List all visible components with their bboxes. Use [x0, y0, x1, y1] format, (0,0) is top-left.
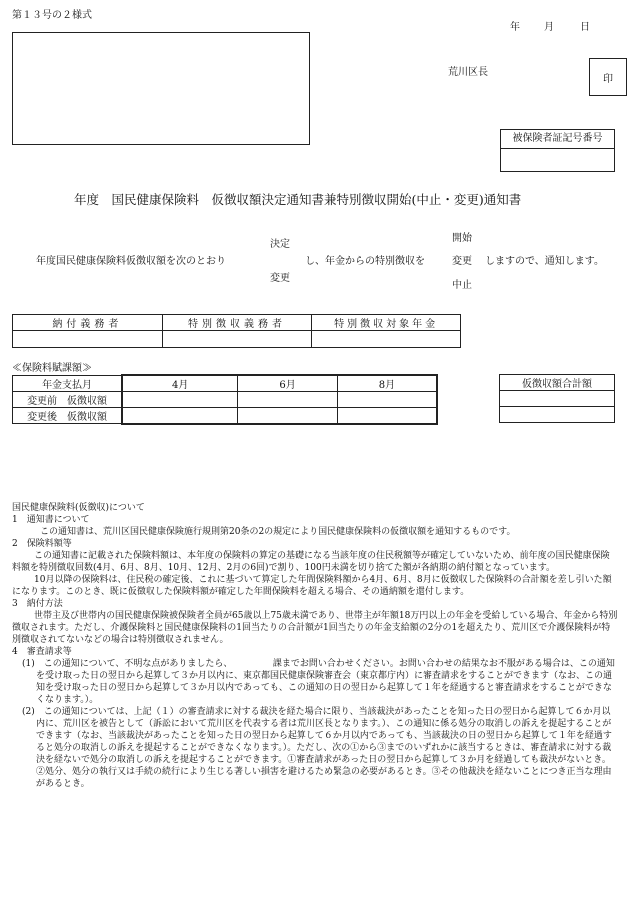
form-number: 第１３号の２様式 [12, 10, 92, 21]
explanation [12, 502, 618, 790]
cell-after-6 [238, 408, 338, 424]
section-1-title: 1 通知書について [12, 515, 90, 525]
total-header: 仮徴収額合計額 [500, 375, 615, 391]
notice-start: 開始 [452, 233, 472, 244]
address-box [12, 32, 310, 145]
row-after: 変更後 仮徴収額 [13, 408, 123, 424]
section-3-text: 世帯主及び世帯内の国民健康保険被保険者全員が65歳以上75歳未満であり、世帯主が年額18万円以上の年金を受給している場合、年金から特別徴収されます。ただし、介護保険料と国民健康保険料の1回当たりの合計額が1回当たりの年金支給額の2分の1を超えたり、荒川区で介護保険料が特別徴収されてないなどの場合は特別徴収されません。 [12, 611, 618, 645]
parties-table [12, 314, 461, 348]
section-2-text-2: 10月以降の保険料は、住民税の確定後、これに基づいて算定した年間保険料額から4月、6月、8月に仮徴収した保険料の合計額を差し引いた額になります。このとき、既に仮徴収した保険料額が確定した年間保険料を超える場合、その過納額を還付します。 [12, 575, 612, 597]
notice-change-2: 変更 [452, 256, 472, 267]
mayor-name: 荒川区長 [448, 67, 488, 78]
date-month: 月 [544, 22, 554, 33]
section-2-title: 2 保険料額等 [12, 539, 72, 549]
cell-after-8 [337, 408, 437, 424]
page-title: 年度 国民健康保険料 仮徴収額決定通知書兼特別徴収開始(中止・変更)通知書 [74, 192, 522, 207]
notice-decide: 決定 [270, 239, 290, 250]
total-table [499, 374, 615, 423]
total-before [500, 391, 615, 407]
notice-middle: し、年金からの特別徴収を [305, 256, 425, 267]
header-withholder: 特別徴収義務者 [162, 315, 312, 331]
cell-after-4 [122, 408, 238, 424]
month-8: 8月 [337, 375, 437, 392]
cell-before-6 [238, 392, 338, 408]
notice-prefix: 年度国民健康保険料仮徴収額を次のとおり [36, 256, 226, 267]
cell-before-4 [122, 392, 238, 408]
section-3-title: 3 納付方法 [12, 599, 63, 609]
row-before: 変更前 仮徴収額 [13, 392, 123, 408]
premium-header: 年金支払月 [13, 375, 123, 392]
date-day: 日 [580, 22, 590, 33]
total-after [500, 407, 615, 423]
date-year: 年 [510, 22, 520, 33]
header-payer: 納付義務者 [13, 315, 163, 331]
payer-cell [13, 331, 163, 348]
notice-stop: 中止 [452, 280, 472, 291]
explanation-heading: 国民健康保険料(仮徴収)について [12, 503, 145, 513]
header-pension: 特別徴収対象年金 [312, 315, 461, 331]
premium-table [12, 374, 438, 425]
withholder-cell [162, 331, 312, 348]
pension-cell [312, 331, 461, 348]
cell-before-8 [337, 392, 437, 408]
insured-number-label: 被保険者証記号番号 [501, 130, 614, 149]
notice-change: 変更 [270, 273, 290, 284]
section-4-item-2: (2) この通知については、上記（１）の審査請求に対する裁決を経た場合に限り、当該裁決があったことを知った日の翌日から起算して６か月以内に、荒川区を被告として（訴訟において荒川区を代表する者は荒川区長となります。）、この通知に係る処分の取消しの訴えを提起することができます（なお、当該裁決があったことを知った日の翌日から起算して６か月以内であっても、当該裁決の日の翌日から起算して１年を経過すると処分の取消しの訴えを提起することができなくなります。）。ただし、次の①から③までのいずれかに該当するときは、審査請求に対する裁決を経ないで処分の取消しの訴えを提起することができます。①審査請求があった日の翌日から起算して３か月を経過しても裁決がないとき。②処分、処分の執行又は手続の続行により生じる著しい損害を避けるため緊急の必要があるとき。③その他裁決を経ないことにつき正当な理由があるとき。 [22, 707, 612, 789]
insured-number-box [500, 129, 615, 172]
month-4: 4月 [122, 375, 238, 392]
premium-label: ≪保険料賦課額≫ [12, 363, 92, 374]
section-4-item-1: (1) この通知について、不明な点がありましたら、 課までお問い合わせください。お問い合わせの結果なお不服がある場合は、この通知を受け取った日の翌日から起算して３か月以内に、東京都国民健康保険審査会（東京都庁内）に審査請求をすることができます（なお、この通知を受け取った日の翌日から起算して３か月以内であっても、この通知の日の翌日から起算して１年を経過すると審査請求をすることができなくなります。）。 [22, 659, 615, 705]
month-6: 6月 [238, 375, 338, 392]
section-1-text: この通知書は、荒川区国民健康保険施行規則第20条の2の規定により国民健康保険料の仮徴収額を通知するものです。 [40, 527, 516, 537]
notice-suffix: しますので、通知します。 [485, 256, 604, 267]
section-2-text-1: この通知書に記載された保険料額は、本年度の保険料の算定の基礎になる当該年度の住民税額等が確定していないため、前年度の国民健康保険料額を特別徴収回数(4月、6月、8月、10月、12月、2月の6回)で割り、100円未満を切り捨てた額が各納期の納付額となっています。 [12, 551, 610, 573]
seal-box: 印 [589, 58, 627, 96]
section-4-title: 4 審査請求等 [12, 647, 72, 657]
